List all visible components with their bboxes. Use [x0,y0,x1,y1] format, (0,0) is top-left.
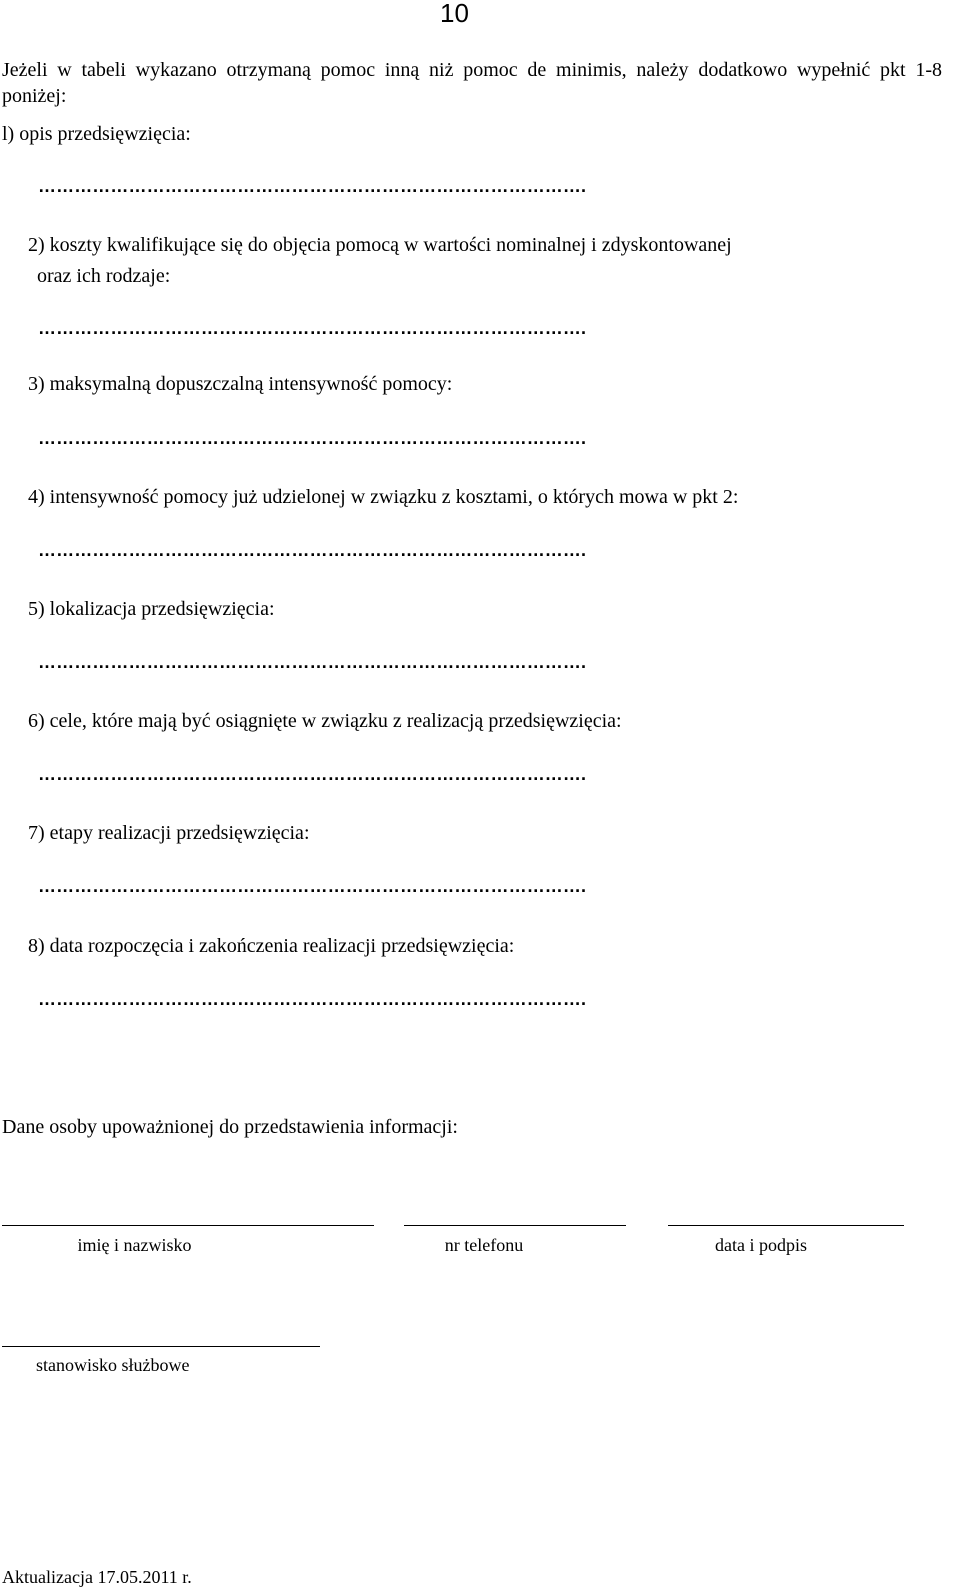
item-3-label: 3) maksymalną dopuszczalną intensywność pomocy: [28,373,453,395]
intro-text: Jeżeli w tabeli wykazano otrzymaną pomoc inną niż pomoc de minimis, należy dodatkowo wypełnić pkt 1-8 poniżej: [2,59,942,107]
item-3-fill-line[interactable]: ………………………………………………………………………………. [38,428,587,448]
position-signature-line[interactable] [2,1346,320,1347]
item-1-label: l) opis przedsięwzięcia: [2,123,191,145]
position-caption: stanowisko służbowe [36,1355,190,1375]
item-5-label: 5) lokalizacja przedsięwzięcia: [28,598,275,620]
name-signature-line[interactable] [2,1225,374,1226]
item-1-fill-line[interactable]: ………………………………………………………………………………. [38,176,587,196]
name-caption: imię i nazwisko [77,1235,192,1255]
item-6-label: 6) cele, które mają być osiągnięte w związku z realizacją przedsięwzięcia: [28,710,622,732]
item-8-label: 8) data rozpoczęcia i zakończenia realizacji przedsięwzięcia: [28,935,515,957]
item-2-fill-line[interactable]: ………………………………………………………………………………. [38,318,587,338]
signature-header: Dane osoby upoważnionej do przedstawienia informacji: [2,1116,458,1138]
page-number: 10 [440,0,469,28]
item-4-label: 4) intensywność pomocy już udzielonej w związku z kosztami, o których mowa w pkt 2: [28,486,739,508]
phone-caption: nr telefonu [444,1235,524,1255]
item-2-label: 2) koszty kwalifikujące się do objęcia pomocą w wartości nominalnej i zdyskontowanej [28,234,732,256]
item-7-fill-line[interactable]: ………………………………………………………………………………. [38,876,587,896]
item-6-fill-line[interactable]: ………………………………………………………………………………. [38,764,587,784]
item-2-label-cont: oraz ich rodzaje: [37,265,171,287]
item-5-fill-line[interactable]: ………………………………………………………………………………. [38,652,587,672]
date-sign-signature-line[interactable] [668,1225,904,1226]
item-4-fill-line[interactable]: ………………………………………………………………………………. [38,540,587,560]
phone-signature-line[interactable] [404,1225,626,1226]
update-footer: Aktualizacja 17.05.2011 r. [2,1567,192,1587]
date-sign-caption: data i podpis [715,1235,807,1255]
item-7-label: 7) etapy realizacji przedsięwzięcia: [28,822,310,844]
item-8-fill-line[interactable]: ………………………………………………………………………………. [38,989,587,1009]
